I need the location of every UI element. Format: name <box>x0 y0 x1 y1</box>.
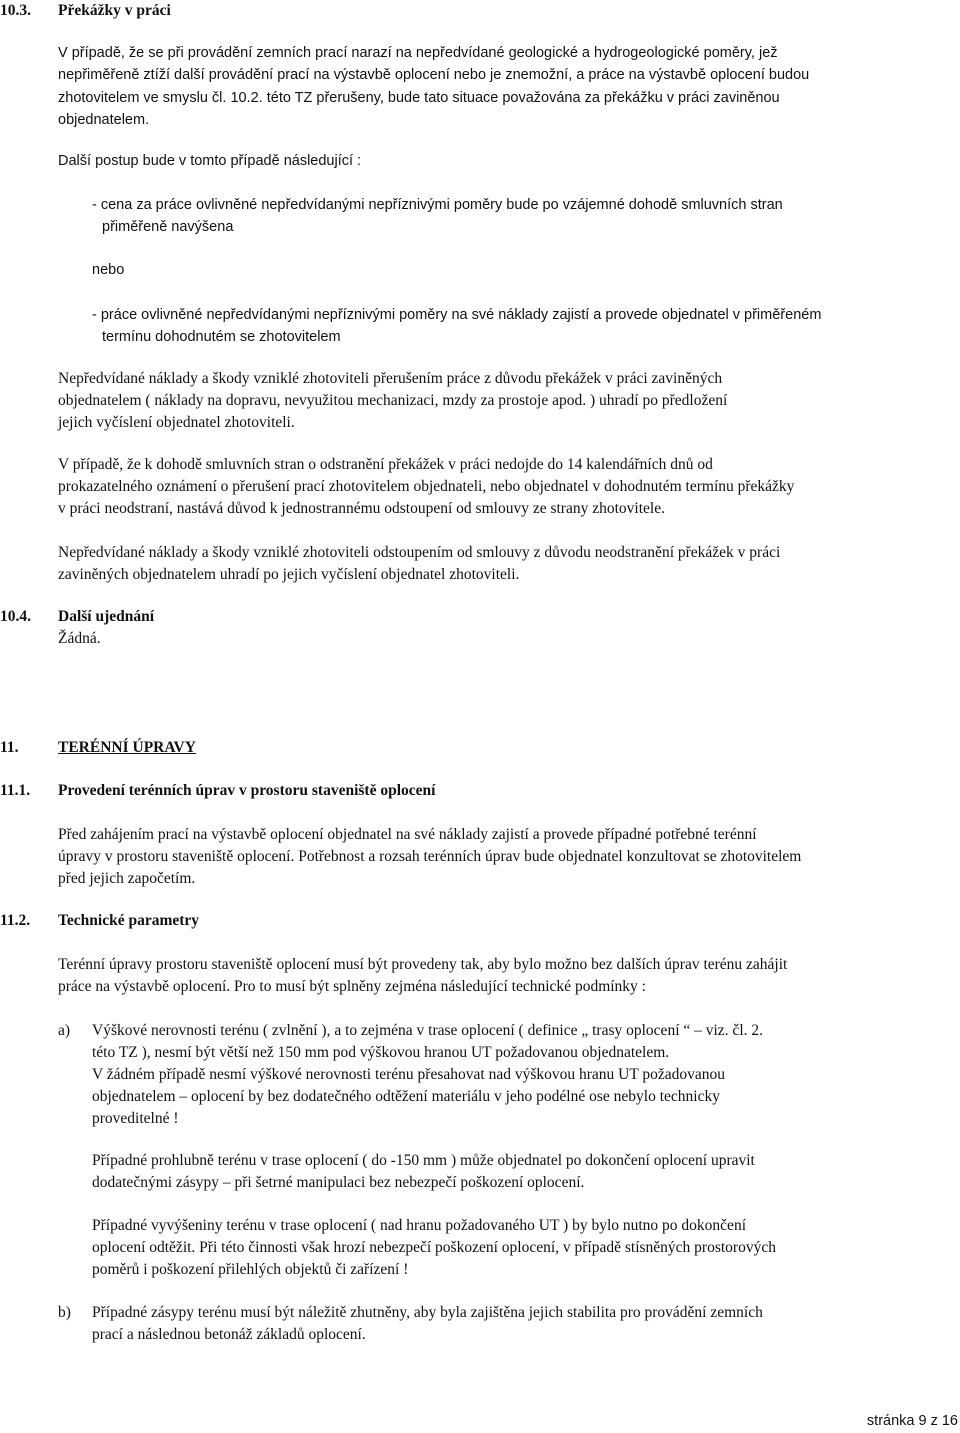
list-item-line: Případné vyvýšeniny terénu v trase oplocení ( nad hranu požadovaného UT ) by bylo nutno po dokončení <box>92 1217 746 1234</box>
section-number: 10.3. <box>0 2 31 19</box>
list-item-line: - cena za práce ovlivněné nepředvídanými nepříznivými poměry bude po vzájemné dohodě smluvních stran <box>92 197 783 213</box>
list-item-line: - práce ovlivněné nepředvídanými nepříznivými poměry na své náklady zajistí a provede objednatel v přiměřeném <box>92 307 822 323</box>
list-item-line: Případné prohlubně terénu v trase oplocení ( do -150 mm ) může objednatel po dokončení oplocení upravit <box>92 1152 755 1169</box>
list-item-line: oplocení odtěžit. Při této činnosti však hrozí nebezpečí poškození oplocení, v případě stísněných prostorových <box>92 1239 776 1256</box>
paragraph-line: Další postup bude v tomto případě následující : <box>58 153 362 169</box>
section-number: 10.4. <box>0 608 31 625</box>
list-item-line: této TZ ), nesmí být větší než 150 mm pod výškovou hranou UT požadovanou objednatelem. <box>92 1044 670 1061</box>
chapter-title: TERÉNNÍ ÚPRAVY <box>58 739 196 756</box>
list-item-line: dodatečnými zásypy – při šetrné manipulaci bez nebezpečí poškození oplocení. <box>92 1174 585 1191</box>
paragraph-line: Nepředvídané náklady a škody vzniklé zhotoviteli odstoupením od smlouvy z důvodu neodstranění překážek v práci <box>58 544 781 561</box>
paragraph-line: zaviněných objednatelem uhradí po jejich vyčíslení objednatel zhotoviteli. <box>58 566 520 583</box>
section-title: Překážky v práci <box>58 2 171 19</box>
paragraph-line: objednatelem. <box>58 112 150 128</box>
list-item-line: Výškové nerovnosti terénu ( zvlnění ), a to zejména v trase oplocení ( definice „ trasy oplocení “ – viz. čl. 2. <box>92 1022 763 1039</box>
paragraph-line: v práci neodstraní, nastává důvod k jednostrannému odstoupení od smlouvy ze strany zhotovitele. <box>58 500 665 517</box>
paragraph-line: zhotovitelem ve smyslu čl. 10.2. této TZ přerušeny, bude tato situace považována za překážku v práci zaviněnou <box>58 90 780 106</box>
section-title: Provedení terénních úprav v prostoru staveniště oplocení <box>58 782 436 799</box>
paragraph-line: práce na výstavbě oplocení. Pro to musí být splněny zejména následující technické podmínky : <box>58 978 646 995</box>
list-item-line: objednatelem – oplocení by bez dodatečného odtěžení materiálu v jeho podélné ose nebylo technicky <box>92 1088 720 1105</box>
paragraph-line: prokazatelného oznámení o přerušení prací zhotovitelem objednateli, nebo objednatel v dohodnutém termínu překážky <box>58 478 795 495</box>
paragraph-line: objednatelem ( náklady na dopravu, nevyužitou mechanizaci, mzdy za prostoje apod. ) uhradí po předložení <box>58 392 728 409</box>
list-label: a) <box>58 1022 71 1039</box>
section-title: Další ujednání <box>58 608 155 625</box>
list-item-line: prací a následnou betonáž základů oplocení. <box>92 1326 366 1343</box>
paragraph-line: V případě, že se při provádění zemních prací narazí na nepředvídané geologické a hydrogeologické poměry, jež <box>58 45 778 61</box>
paragraph-line: V případě, že k dohodě smluvních stran o odstranění překážek v práci nedojde do 14 kalendářních dnů od <box>58 456 713 473</box>
paragraph-line: Před zahájením prací na výstavbě oplocení objednatel na své náklady zajistí a provede případné potřebné terénní <box>58 826 757 843</box>
paragraph-line: před jejich započetím. <box>58 870 196 887</box>
section-number: 11.2. <box>0 912 31 929</box>
list-item-line: V žádném případě nesmí výškové nerovnosti terénu přesahovat nad výškovou hranu UT požadovanou <box>92 1066 726 1083</box>
list-item-line: proveditelné ! <box>92 1110 179 1127</box>
paragraph-line: Terénní úpravy prostoru staveniště oplocení musí být provedeny tak, aby bylo možno bez dalších úprav terénu zahájit <box>58 956 788 973</box>
page-number: stránka 9 z 16 <box>866 1413 958 1429</box>
list-item-line: poměrů i poškození přilehlých objektů či zařízení ! <box>92 1261 409 1278</box>
list-item-line: termínu dohodnutém se zhotovitelem <box>102 329 341 345</box>
paragraph-line: jejich vyčíslení objednatel zhotoviteli. <box>58 414 295 431</box>
paragraph-line: Nepředvídané náklady a škody vzniklé zhotoviteli přerušením práce z důvodu překážek v práci zaviněných <box>58 370 723 387</box>
conjunction-text: nebo <box>92 262 125 278</box>
paragraph-line: Žádná. <box>58 630 101 647</box>
paragraph-line: nepřiměřeně ztíží další provádění prací na výstavbě oplocení nebo je znemožní, a práce na výstavbě oplocení budou <box>58 67 810 83</box>
list-item-line: přiměřeně navýšena <box>102 219 234 235</box>
list-item-line: Případné zásypy terénu musí být náležitě zhutněny, aby byla zajištěna jejich stabilita pro provádění zemních <box>92 1304 763 1321</box>
paragraph-line: úpravy v prostoru staveniště oplocení. Potřebnost a rozsah terénních úprav bude objednatel konzultovat se zhotovitelem <box>58 848 802 865</box>
list-label: b) <box>58 1304 71 1321</box>
section-title: Technické parametry <box>58 912 200 929</box>
section-number: 11.1. <box>0 782 31 799</box>
chapter-number: 11. <box>0 739 19 756</box>
